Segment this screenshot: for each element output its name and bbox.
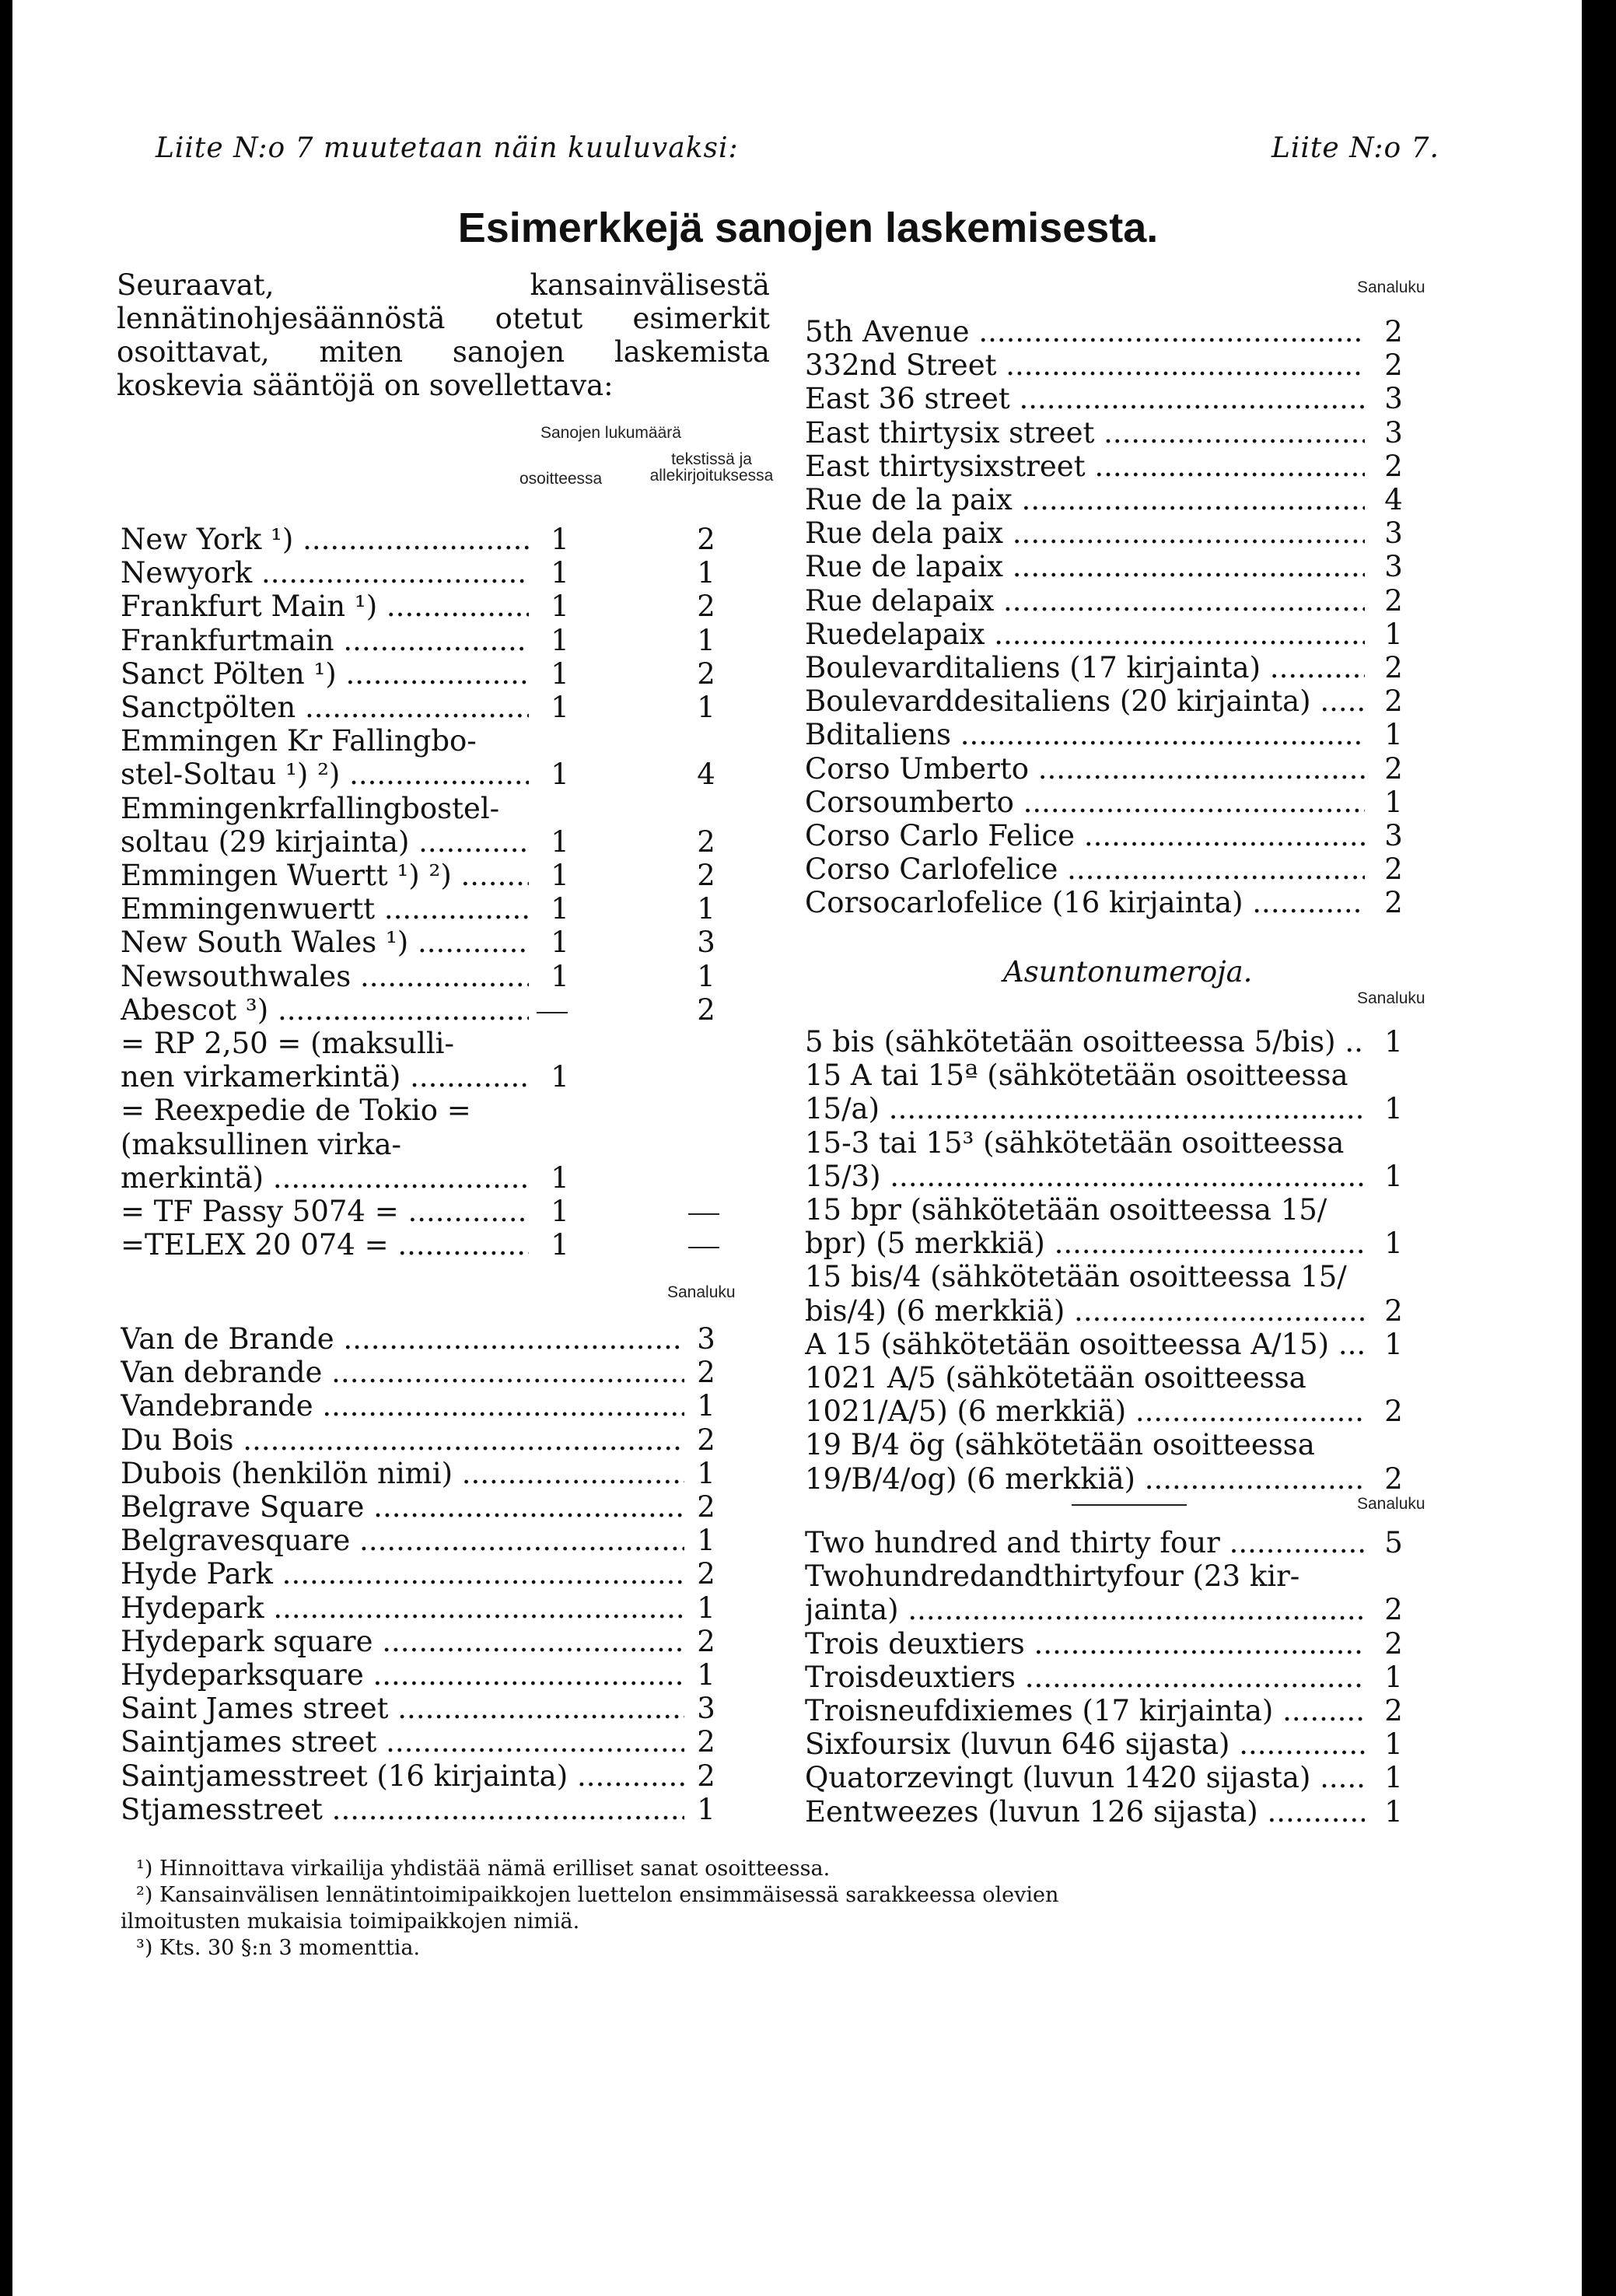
list-item	[805, 1059, 1365, 1092]
word-count: 3	[1384, 516, 1403, 551]
item-label: 332nd Street .....	[805, 348, 1365, 382]
item-label: A 15 (sähkötetään osoitteessa A/15) .....	[805, 1328, 1365, 1361]
word-count: 1	[1384, 1660, 1403, 1694]
row-label: Frankfurt Main ¹) .....	[121, 590, 529, 623]
row-label: merkintä) .....	[121, 1161, 529, 1195]
dash-mark	[537, 1012, 568, 1013]
word-count: 1	[1384, 1025, 1403, 1059]
table-row-label	[121, 825, 529, 859]
footnote: ²) Kansainvälisen lennätintoimipaikkojen luettelon ensimmäisessä sarakkeessa olevien	[136, 1883, 1059, 1907]
table-row-label	[121, 724, 540, 758]
scan-edge-left	[0, 0, 12, 2296]
item-label: 15-3 tai 15³ (sähkötetään osoitteessa	[805, 1125, 1345, 1160]
address-count: 1	[551, 1228, 569, 1262]
list-item	[121, 1423, 684, 1457]
item-label: Corso Carlofelice .....	[805, 852, 1365, 886]
item-label: 15/3) .....	[805, 1160, 1365, 1193]
table-row-label	[121, 892, 529, 926]
item-label: Ruedelapaix .....	[805, 618, 1365, 651]
list-item	[805, 718, 1365, 751]
text-count: 4	[697, 758, 715, 792]
row-label: New South Wales ¹) .....	[121, 926, 529, 959]
right-list-header: Sanaluku	[1357, 278, 1425, 296]
row-label: = RP 2,50 = (maksulli-	[121, 1027, 455, 1060]
word-count: 1	[1384, 1092, 1403, 1126]
list-item	[121, 1457, 684, 1490]
row-label: = Reexpedie de Tokio =	[121, 1094, 471, 1128]
word-count: 1	[1384, 1227, 1403, 1261]
word-count: 2	[1384, 315, 1403, 348]
scan-edge-right	[1582, 0, 1616, 2296]
item-label: Stjamesstreet .....	[121, 1793, 684, 1826]
item-label: 15 bpr (sähkötetään osoitteessa 15/	[805, 1193, 1327, 1227]
word-count: 3	[1384, 382, 1403, 416]
table-row-label	[121, 1060, 529, 1094]
item-label: Troisneufdixiemes (17 kirjainta) .....	[805, 1694, 1365, 1727]
item-label: Saintjames street .....	[121, 1725, 684, 1759]
table-row-label	[121, 624, 529, 657]
list-item	[121, 1692, 684, 1725]
list-item	[805, 1428, 1365, 1461]
address-count: 1	[551, 691, 569, 724]
count-group-header: Sanojen lukumäärä	[540, 424, 681, 442]
item-label: 5 bis (sähkötetään osoitteessa 5/bis) .....	[805, 1025, 1365, 1059]
word-count: 2	[1384, 1694, 1403, 1727]
list-item	[805, 1361, 1365, 1395]
list-item	[805, 1328, 1365, 1361]
word-count: 1	[1384, 785, 1403, 819]
row-label: soltau (29 kirjainta) .....	[121, 825, 529, 859]
item-label: Two hundred and thirty four .....	[805, 1526, 1365, 1559]
word-count: 2	[697, 1490, 715, 1524]
list-item	[805, 1761, 1365, 1794]
list-item	[805, 1526, 1365, 1559]
table-row-label	[121, 556, 529, 590]
item-label: Hydeparksquare .....	[121, 1658, 684, 1692]
word-count: 1	[1384, 718, 1403, 752]
word-count: 4	[1384, 483, 1403, 516]
list-item	[805, 1462, 1365, 1496]
word-count: 3	[697, 1322, 715, 1356]
running-head-right: Liite N:o 7.	[1271, 132, 1439, 164]
word-count: 2	[697, 1759, 715, 1793]
table-row-label	[121, 657, 529, 691]
word-count: 1	[1384, 1761, 1403, 1795]
item-label: 5th Avenue .....	[805, 315, 1365, 348]
word-count: 2	[697, 1557, 715, 1591]
text-count: 1	[697, 959, 715, 993]
text-count: 2	[697, 992, 715, 1027]
list-item	[805, 786, 1365, 819]
address-count: 1	[551, 892, 569, 926]
list-item	[805, 1727, 1365, 1761]
list-item	[805, 416, 1365, 450]
word-count: 1	[697, 1456, 715, 1490]
item-label: Saint James street .....	[121, 1692, 684, 1725]
text-count: 1	[697, 556, 715, 590]
list-item	[121, 1658, 684, 1692]
row-label: Abescot ³) .....	[121, 993, 529, 1027]
text-count: 1	[697, 892, 715, 926]
item-label: 15 bis/4 (sähkötetään osoitteessa 15/	[805, 1260, 1347, 1294]
address-count: 1	[551, 1060, 569, 1094]
list-item	[805, 886, 1365, 919]
table-row-label	[121, 758, 529, 791]
row-label: Newyork .....	[121, 556, 529, 590]
item-label: Dubois (henkilön nimi) .....	[121, 1457, 684, 1490]
item-label: Rue dela paix .....	[805, 516, 1365, 550]
word-count: 1	[697, 1591, 715, 1625]
address-count: 1	[551, 590, 569, 624]
list-item	[805, 852, 1365, 886]
table-row-label	[121, 1161, 529, 1195]
list-item	[805, 483, 1365, 516]
list-item	[805, 382, 1365, 415]
item-label: Du Bois .....	[121, 1423, 684, 1457]
table-row-label	[121, 1094, 540, 1127]
footnote: ¹) Hinnoittava virkailija yhdistää nämä erilliset sanat osoitteessa.	[136, 1857, 831, 1881]
item-label: Corsoumberto .....	[805, 786, 1365, 819]
table-row-label	[121, 523, 529, 556]
item-label: 19/B/4/og) (6 merkkiä) .....	[805, 1462, 1365, 1496]
row-label: Newsouthwales .....	[121, 960, 529, 993]
word-count: 2	[1384, 1593, 1403, 1627]
address-count: 1	[551, 623, 569, 657]
left-list-header: Sanaluku	[667, 1283, 736, 1301]
word-count: 1	[1384, 1327, 1403, 1361]
item-label: Eentweezes (luvun 126 sijasta) .....	[805, 1795, 1365, 1829]
list-item	[805, 550, 1365, 583]
list-item	[805, 1126, 1365, 1160]
text-count: 2	[697, 656, 715, 691]
address-count: 1	[551, 523, 569, 556]
col-header-text: tekstissä ja allekirjoituksessa	[649, 450, 774, 485]
table-row-label	[121, 792, 540, 825]
list-item	[121, 1793, 684, 1826]
text-count: 2	[697, 523, 715, 556]
list-item	[805, 315, 1365, 348]
row-label: Sanct Pölten ¹) .....	[121, 657, 529, 691]
table-row-label	[121, 590, 529, 623]
word-count: 2	[697, 1725, 715, 1759]
list-item	[805, 684, 1365, 718]
list-item	[805, 1627, 1365, 1661]
word-count: 1	[1384, 1727, 1403, 1762]
row-label: nen virkamerkintä) .....	[121, 1060, 529, 1094]
numbers-header: Sanaluku	[1357, 1495, 1425, 1513]
list-item	[805, 1025, 1365, 1059]
text-count: 2	[697, 859, 715, 892]
item-label: 15 A tai 15ª (sähkötetään osoitteessa	[805, 1059, 1348, 1093]
list-item	[805, 1260, 1365, 1293]
list-item	[805, 1160, 1365, 1193]
table-row-label	[121, 859, 529, 892]
footnote: ilmoitusten mukaisia toimipaikkojen nimiä.	[121, 1909, 580, 1934]
word-count: 3	[1384, 415, 1403, 450]
address-count: 1	[551, 1160, 569, 1195]
list-item	[805, 618, 1365, 651]
item-label: Quatorzevingt (luvun 1420 sijasta) .....	[805, 1761, 1365, 1794]
text-count: 1	[697, 691, 715, 724]
word-count: 2	[1384, 852, 1403, 887]
list-item	[805, 1193, 1365, 1227]
item-label: Bditaliens .....	[805, 718, 1365, 751]
dash-mark	[688, 1247, 719, 1248]
word-count: 2	[1384, 449, 1403, 483]
text-count: 2	[697, 824, 715, 859]
item-label: Saintjamesstreet (16 kirjainta) .....	[121, 1759, 684, 1793]
row-label: Emmingenwuertt .....	[121, 892, 529, 926]
address-count: 1	[551, 656, 569, 691]
list-item	[121, 1322, 684, 1356]
item-label: 1021/A/5) (6 merkkiä) .....	[805, 1395, 1365, 1428]
word-count: 2	[1384, 348, 1403, 383]
row-label: New York ¹) .....	[121, 523, 529, 556]
list-item	[805, 1227, 1365, 1260]
list-item	[805, 348, 1365, 382]
row-label: Emmingen Wuertt ¹) ²) .....	[121, 859, 529, 892]
list-item	[805, 1593, 1365, 1626]
table-row-label	[121, 960, 529, 993]
item-label: 15/a) .....	[805, 1092, 1365, 1125]
word-count: 2	[1384, 1461, 1403, 1496]
word-count: 1	[697, 1658, 715, 1692]
address-count: 1	[551, 556, 569, 590]
address-count: 1	[551, 824, 569, 859]
list-item	[121, 1591, 684, 1625]
col-header-address: osoitteessa	[519, 470, 603, 488]
item-label: 19 B/4 ög (sähkötetään osoitteessa	[805, 1428, 1315, 1462]
table-row-label	[121, 926, 529, 959]
list-item	[805, 516, 1365, 550]
word-count: 3	[1384, 550, 1403, 584]
item-label: Belgravesquare .....	[121, 1524, 684, 1557]
list-item	[121, 1356, 684, 1389]
list-item	[121, 1524, 684, 1557]
item-label: Rue de lapaix .....	[805, 550, 1365, 583]
row-label: Frankfurtmain .....	[121, 624, 529, 657]
word-count: 1	[697, 1524, 715, 1558]
item-label: Sixfoursix (luvun 646 sijasta) .....	[805, 1727, 1365, 1761]
address-count: 1	[551, 859, 569, 892]
row-label: stel-Soltau ¹) ²) .....	[121, 758, 529, 791]
table-row-label	[121, 1027, 540, 1060]
item-label: Belgrave Square .....	[121, 1490, 684, 1524]
list-item	[805, 1661, 1365, 1694]
text-count: 2	[697, 590, 715, 624]
row-label: Emmingenkrfallingbostel-	[121, 791, 500, 825]
item-label: Hydepark square .....	[121, 1625, 684, 1658]
running-head-left: Liite N:o 7 muutetaan näin kuuluvaksi:	[156, 132, 739, 164]
item-label: Corso Umberto .....	[805, 752, 1365, 786]
asunto-header: Sanaluku	[1357, 989, 1425, 1007]
word-count: 3	[1384, 819, 1403, 852]
list-item	[121, 1725, 684, 1759]
table-row-label	[121, 1195, 529, 1228]
list-item	[121, 1625, 684, 1658]
word-count: 2	[1384, 751, 1403, 786]
item-label: bpr) (5 merkkiä) .....	[805, 1227, 1365, 1260]
item-label: Vandebrande .....	[121, 1389, 684, 1423]
item-label: Corso Carlo Felice .....	[805, 819, 1365, 852]
list-item	[805, 1294, 1365, 1328]
word-count: 1	[1384, 1794, 1403, 1829]
list-item	[805, 1092, 1365, 1125]
word-count: 2	[1384, 1395, 1403, 1429]
word-count: 2	[697, 1356, 715, 1390]
list-item	[805, 1559, 1365, 1593]
item-label: Boulevarddesitaliens (20 kirjainta) .....	[805, 684, 1365, 718]
item-label: East thirtysix street .....	[805, 416, 1365, 450]
item-label: Van de Brande .....	[121, 1322, 684, 1356]
section-heading-asunto: Asuntonumeroja.	[1003, 955, 1253, 989]
table-row-label	[121, 1228, 529, 1262]
item-label: Rue de la paix .....	[805, 483, 1365, 516]
list-item	[805, 1395, 1365, 1428]
word-count: 1	[697, 1792, 715, 1826]
word-count: 3	[697, 1692, 715, 1726]
word-count: 2	[1384, 1626, 1403, 1661]
list-item	[805, 752, 1365, 786]
dash-mark	[688, 1213, 719, 1215]
list-item	[121, 1759, 684, 1793]
intro-paragraph: Seuraavat, kansainvälisestä lennätinohjesäännöstä otetut esimerkit osoittavat, miten sanojen laskemista koskevia sääntöjä on sovellettava:	[117, 268, 770, 402]
word-count: 1	[1384, 617, 1403, 651]
section-rule	[1072, 1504, 1187, 1506]
word-count: 2	[1384, 684, 1403, 719]
address-count: 1	[551, 758, 569, 792]
page-title: Esimerkkejä sanojen laskemisesta.	[457, 205, 1159, 251]
item-label: East thirtysixstreet .....	[805, 450, 1365, 483]
list-item	[805, 1694, 1365, 1727]
item-label: East 36 street .....	[805, 382, 1365, 415]
item-label: Twohundredandthirtyfour (23 kir-	[805, 1559, 1300, 1594]
item-label: bis/4) (6 merkkiä) .....	[805, 1294, 1365, 1328]
address-count: 1	[551, 959, 569, 993]
row-label: (maksullinen virka-	[121, 1127, 402, 1161]
table-row-label	[121, 1128, 540, 1161]
text-count: 1	[697, 623, 715, 657]
row-label: = TF Passy 5074 = .....	[121, 1195, 529, 1228]
list-item	[805, 819, 1365, 852]
item-label: jainta) .....	[805, 1593, 1365, 1626]
table-row-label	[121, 993, 529, 1027]
footnote: ³) Kts. 30 §:n 3 momenttia.	[136, 1936, 421, 1960]
list-item	[805, 584, 1365, 618]
word-count: 2	[1384, 651, 1403, 684]
list-item	[805, 1795, 1365, 1829]
list-item	[121, 1389, 684, 1423]
word-count: 2	[1384, 1293, 1403, 1328]
list-item	[121, 1490, 684, 1524]
item-label: 1021 A/5 (sähkötetään osoitteessa	[805, 1361, 1306, 1395]
list-item	[805, 450, 1365, 483]
row-label: Emmingen Kr Fallingbo-	[121, 724, 477, 758]
list-item	[805, 651, 1365, 684]
text-count: 3	[697, 926, 715, 960]
table-row-label	[121, 691, 529, 724]
item-label: Corsocarlofelice (16 kirjainta) .....	[805, 886, 1365, 919]
item-label: Rue delapaix .....	[805, 584, 1365, 618]
list-item	[121, 1557, 684, 1591]
word-count: 5	[1384, 1526, 1403, 1559]
word-count: 1	[697, 1389, 715, 1423]
word-count: 2	[1384, 583, 1403, 618]
item-label: Boulevarditaliens (17 kirjainta) .....	[805, 651, 1365, 684]
item-label: Van debrande .....	[121, 1356, 684, 1389]
word-count: 2	[697, 1624, 715, 1658]
word-count: 2	[697, 1423, 715, 1457]
item-label: Troisdeuxtiers .....	[805, 1661, 1365, 1694]
address-count: 1	[551, 1195, 569, 1228]
word-count: 1	[1384, 1159, 1403, 1193]
address-count: 1	[551, 926, 569, 960]
word-count: 2	[1384, 886, 1403, 920]
row-label: Sanctpölten .....	[121, 691, 529, 724]
item-label: Hydepark .....	[121, 1591, 684, 1625]
item-label: Hyde Park .....	[121, 1557, 684, 1591]
item-label: Trois deuxtiers .....	[805, 1627, 1365, 1661]
row-label: =TELEX 20 074 = .....	[121, 1228, 529, 1262]
